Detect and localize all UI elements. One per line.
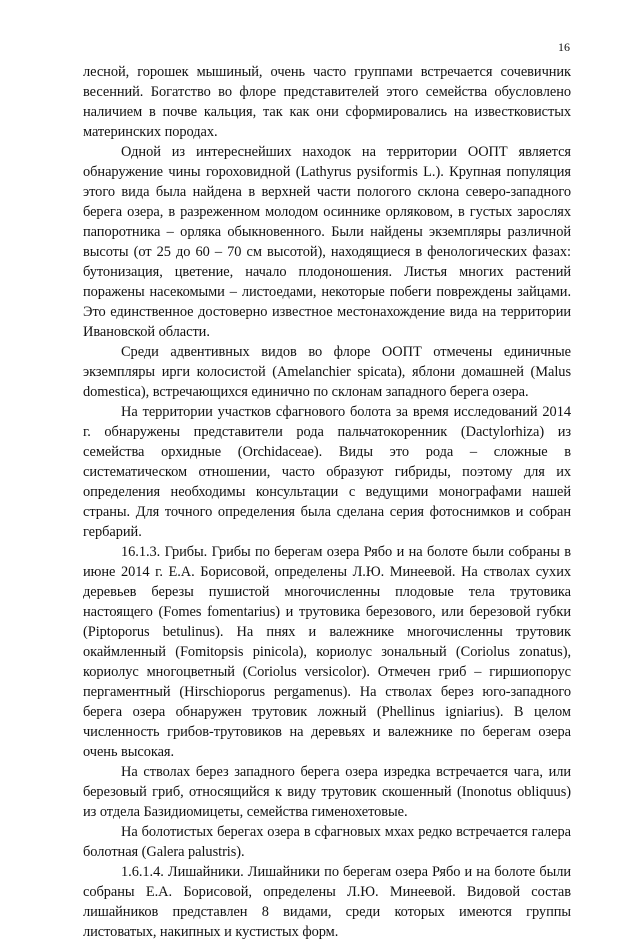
page-number: 16: [558, 40, 570, 54]
paragraph-lichens: 1.6.1.4. Лишайники. Лишайники по берегам озера Рябо и на болоте были собраны Е.А. Борисовой, определены Л.Ю. Минеевой. Видовой состав лишайников представлен 8 видами, среди которых имеются группы листоватых, накипных и кустистых форм.: [83, 864, 571, 940]
body-text: [83, 62, 571, 942]
paragraph-dactylorhiza: На территории участков сфагнового болота за время исследований 2014 г. обнаружены представители рода пальчатокоренник (Dactylorhiza) из семейства орхидные (Orchidaceae). Виды это рода – сложные в систематическом отношении, часто образуют гибриды, поэтому для их определения необходимы консультации с ведущими монографами нашей страны. Для точного определения была сделана серия фотоснимков и собран гербарий.: [83, 404, 571, 540]
paragraph-lathyrus: Одной из интереснейших находок на территории ООПТ является обнаружение чины гороховидной (Lathyrus pysiformis L.). Крупная популяция этого вида была найдена в верхней части пологого склона северо-западного берега озера, в разреженном молодом осиннике орляковом, в густых зарослях папоротника – орляка обыкновенного. Были найдены экземпляры различной высоты (от 25 до 60 – 70 см высотой), находящиеся в фенологических фазах: бутонизация, цветение, начало плодоношения. Листья многих растений поражены насекомыми – листоедами, некоторые побеги повреждены зайцами. Это единственное достоверно известное местонахождение вида на территории Ивановской области.: [83, 144, 571, 340]
paragraph-fungi: 16.1.3. Грибы. Грибы по берегам озера Рябо и на болоте были собраны в июне 2014 г. Е.А. Борисовой, определены Л.Ю. Минеевой. На стволах сухих деревьев березы пушистой многочисленны плодовые тела трутовика настоящего (Fomes fomentarius) и трутовика березового, или березовой губки (Piptoporus betulinus). На пнях и валежнике многочисленны трутовик окаймленный (Fomitopsis pinicola), кориолус зональный (Coriolus zonatus), кориолус многоцветный (Coriolus versicolor). Отмечен гриб – гиршиопорус пергаментный (Hirschioporus pergamenus). На стволах берез юго-западного берега озера обнаружен трутовик ложный (Phellinus igniarius). В целом численность грибов-трутовиков на деревьях и валежнике по берегам озера очень высокая.: [83, 544, 571, 760]
paragraph-continuation: лесной, горошек мышиный, очень часто группами встречается сочевичник весенний. Богатство во флоре представителей этого семейства обусловлено наличием в почве кальция, так как они сформировались на известковистых материнских породах.: [83, 64, 571, 140]
paragraph-galera: На болотистых берегах озера в сфагновых мхах редко встречается галера болотная (Galera palustris).: [83, 824, 571, 860]
paragraph-chaga: На стволах берез западного берега озера изредка встречается чага, или березовый гриб, относящийся к виду трутовик скошенный (Inonotus obliquus) из отдела Базидиомицеты, семейства гименохетовые.: [83, 764, 571, 820]
paragraph-adventive-species: Среди адвентивных видов во флоре ООПТ отмечены единичные экземпляры ирги колосистой (Amelanchier spicata), яблони домашней (Malus domestica), встречающихся единично по склонам западного берега озера.: [83, 344, 571, 400]
